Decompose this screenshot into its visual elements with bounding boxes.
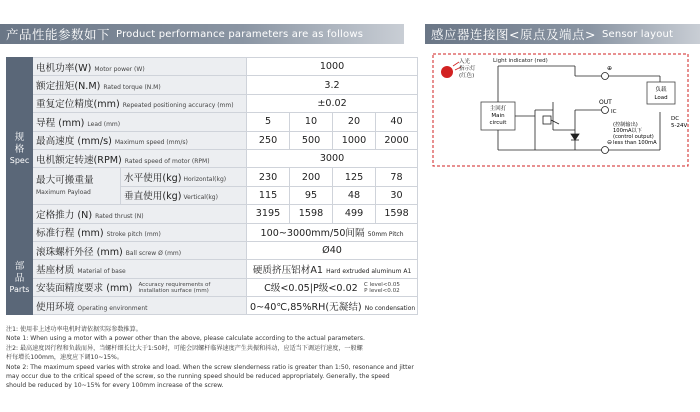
value-base: 硬质挤压铝材A1 Hard extruded aluminum A1	[247, 260, 418, 278]
note-line: Note 2: The maximum speed varies with stroke and load. When the screw slenderness ratio is greater than 1:50, resonance and jitter	[6, 363, 414, 371]
ctrl-ma: 100mA以下	[613, 128, 642, 134]
ic-label: IC	[611, 109, 617, 115]
value-ratedspeed: 3000	[247, 149, 418, 167]
table-row	[7, 76, 418, 94]
zener-diode-icon	[571, 134, 579, 140]
row-label-stroke: 标准行程 (mm) Stroke pitch (mm)	[33, 223, 247, 241]
row-label-power: 电机功率(W) Motor power (W)	[33, 58, 247, 76]
value-thrust: 499	[333, 205, 376, 223]
header-title-en: Product performance parameters are as follows	[116, 28, 364, 40]
terminal-minus-icon	[602, 147, 609, 154]
sub-label-vertical: 垂直使用(kg) Vertical(kg)	[121, 186, 247, 204]
note-line: 注1: 使用非上述功率电机时请依据实际参数推算。	[6, 326, 142, 333]
table-row	[7, 113, 418, 131]
value-screw: Ø40	[247, 241, 418, 259]
value-horizontal: 125	[333, 168, 376, 186]
ctrl-en1: (control output)	[613, 134, 654, 140]
value-lead: 10	[290, 113, 333, 131]
load-cn: 负载	[655, 87, 667, 93]
table-row	[7, 94, 418, 112]
note-line: Note 1: When using a motor with a power other than the above, please calculate according to the actual parameters.	[6, 335, 365, 343]
row-label-thrust: 定格推力 (N) Rated thrust (N)	[33, 205, 247, 223]
table-row	[7, 205, 418, 223]
table-row	[7, 149, 418, 167]
table-row	[7, 223, 418, 241]
header-title-cn: 产品性能参数如下	[6, 27, 111, 42]
row-label-repeat: 重复定位精度(mm) Repeated positioning accuracy (mm)	[33, 94, 247, 112]
light-indicator-label: Light indicator (red)	[493, 58, 548, 64]
sensor-wiring-diagram	[425, 50, 700, 175]
value-lead: 20	[333, 113, 376, 131]
value-power: 1000	[247, 58, 418, 76]
terminal-plus-icon	[602, 73, 609, 80]
indicator-led-icon	[441, 62, 461, 78]
dc-label: DC	[671, 116, 680, 122]
value-vertical: 30	[376, 186, 418, 204]
value-horizontal: 78	[376, 168, 418, 186]
section-header-performance	[0, 24, 404, 44]
spec-table	[6, 57, 418, 315]
value-vertical: 95	[290, 186, 333, 204]
value-env: 0~40℃,85%RH(无凝结) No condensation	[247, 297, 418, 315]
indicator-cn-1: 入光	[459, 59, 471, 65]
note-line: 注2: 最高速度因行程和负载而异，当螺杆细长比大于1:50时，可能会因螺杆临界速度产生共振和抖动，应适当下调运行速度，一般螺	[6, 344, 363, 352]
category-parts: 部 品 Parts	[7, 241, 33, 315]
value-lead: 40	[376, 113, 418, 131]
row-label-torque: 额定扭矩(N.M) Rated torque (N.M)	[33, 76, 247, 94]
section-header-sensor	[425, 24, 700, 44]
value-vertical: 115	[247, 186, 290, 204]
sensor-header-cn: 感应器连接图<原点及端点>	[431, 27, 596, 42]
footnotes	[6, 325, 416, 391]
transistor-icon	[543, 116, 559, 124]
value-maxspeed: 1000	[333, 131, 376, 149]
indicator-cn-2: 指示灯	[459, 66, 476, 72]
table-row	[7, 241, 418, 259]
note-line: may occur due to the critical speed of the screw, so the running speed should be reduced appropriately. Generally, the speed	[6, 373, 390, 381]
main-circuit-cn: 主回打	[489, 106, 507, 112]
out-label: OUT	[599, 99, 612, 106]
value-thrust: 1598	[290, 205, 333, 223]
value-vertical: 48	[333, 186, 376, 204]
table-row	[7, 131, 418, 149]
terminal-minus-label: ⊖	[607, 139, 613, 146]
table-row	[7, 297, 418, 315]
table-row	[7, 58, 418, 76]
row-label-maxspeed: 最高速度 (mm/s) Maximum speed (mm/s)	[33, 131, 247, 149]
value-surface: C级<0.05|P级<0.02 C level<0.05 P level<0.02	[247, 278, 418, 296]
terminal-plus-label: ⊕	[607, 65, 613, 72]
row-label-ratedspeed: 电机额定转速(RPM) Rated speed of motor (RPM)	[33, 149, 247, 167]
value-thrust: 1598	[376, 205, 418, 223]
note-line: 杆每增长100mm，速度应下调10~15%。	[6, 354, 123, 362]
ctrl-en2: less than 100mA	[613, 140, 657, 146]
value-maxspeed: 250	[247, 131, 290, 149]
main-circuit-en2: circuit	[489, 120, 507, 126]
value-lead: 5	[247, 113, 290, 131]
table-row	[7, 278, 418, 296]
value-thrust: 3195	[247, 205, 290, 223]
row-label-lead: 导程 (mm) Lead (mm)	[33, 113, 247, 131]
value-maxspeed: 500	[290, 131, 333, 149]
row-label-payload: 最大可搬重量 Maximum Payload	[33, 168, 121, 205]
row-label-base: 基座材质 Material of base	[33, 260, 247, 278]
row-label-screw: 滚珠螺杆外径 (mm) Ball screw Ø (mm)	[33, 241, 247, 259]
sub-label-horizontal: 水平使用(kg) Horizontal(kg)	[121, 168, 247, 186]
row-label-surface: 安装面精度要求 (mm) Accuracy requirements of installation surface (mm)	[33, 278, 247, 296]
table-row	[7, 168, 418, 186]
table-row	[7, 260, 418, 278]
sensor-header-en: Sensor layout	[601, 28, 674, 40]
main-circuit-en1: Main	[491, 113, 505, 119]
value-torque: 3.2	[247, 76, 418, 94]
value-maxspeed: 2000	[376, 131, 418, 149]
value-stroke: 100~3000mm/50间隔 50mm Pitch	[247, 223, 418, 241]
voltage-label: 5-24V	[671, 123, 688, 129]
value-horizontal: 200	[290, 168, 333, 186]
note-line: should be reduced by 10~15% for every 100mm increase of the screw.	[6, 382, 224, 390]
value-repeat: ±0.02	[247, 94, 418, 112]
indicator-cn-3: (红色)	[459, 73, 475, 79]
row-label-env: 使用环境 Operating environment	[33, 297, 247, 315]
ctrl-cn: (控制输出)	[613, 122, 638, 128]
terminal-out-icon	[602, 107, 609, 114]
load-en: Load	[654, 95, 668, 101]
category-spec: 规 格 Spec	[7, 58, 33, 242]
value-horizontal: 230	[247, 168, 290, 186]
